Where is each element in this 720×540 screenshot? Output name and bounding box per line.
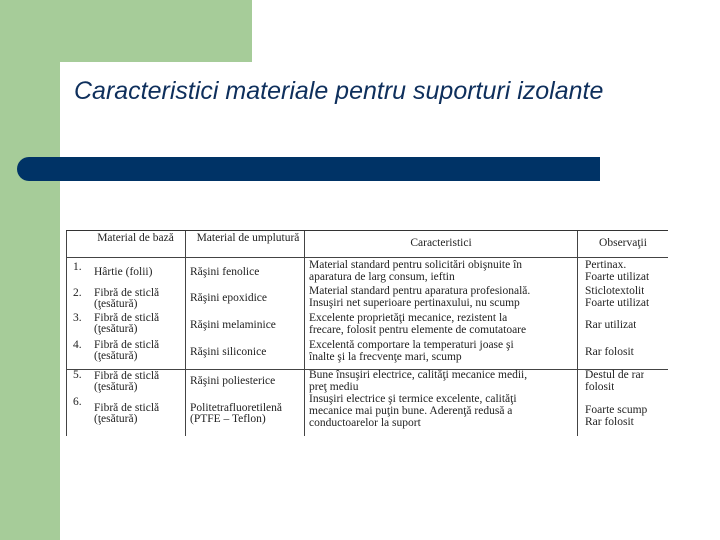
header-observatii — [578, 238, 668, 249]
green-top-band — [60, 0, 252, 62]
material-umplutura: Răşini epoxidice — [190, 293, 267, 304]
column-divider — [304, 231, 305, 436]
material-baza: Fibră de sticlă (ţesătură) — [94, 371, 160, 393]
caracteristici-line: Însuşiri net superioare pertinaxului, nu scump — [309, 298, 520, 309]
header-label: Material de umplutură — [196, 233, 300, 244]
header-material-baza — [88, 233, 183, 244]
row-number: 1. — [73, 262, 82, 273]
caracteristici-line: înalte şi la frecvenţe mari, scump — [309, 352, 462, 363]
material-baza: Fibră de sticlă (ţesătură) — [94, 313, 160, 335]
header-label: Material de bază — [97, 233, 174, 244]
title-divider-bar — [17, 157, 600, 181]
row-number: 2. — [73, 288, 82, 299]
materials-table — [66, 230, 668, 436]
observatii-line: folosit — [585, 382, 615, 393]
material-umplutura: Politetrafluoretilenă (PTFE – Teflon) — [190, 403, 282, 425]
observatii-line: Rar folosit — [585, 417, 634, 428]
observatii-line: Foarte utilizat — [585, 298, 650, 309]
caracteristici-line: Însuşiri electrice şi termice excelente, calităţi — [309, 394, 517, 405]
table-border-left — [66, 231, 67, 436]
observatii-line: Foarte utilizat — [585, 272, 650, 283]
row-number: 5. — [73, 370, 82, 381]
header-material-umplutura — [194, 233, 302, 244]
green-side-band — [0, 0, 60, 540]
material-umplutura: Răşini siliconice — [190, 347, 267, 358]
material-umplutura: Răşini poliesterice — [190, 376, 276, 387]
material-umplutura: Răşini melaminice — [190, 320, 276, 331]
observatii-line: Rar folosit — [585, 347, 634, 358]
observatii-line: Pertinax. — [585, 260, 627, 271]
caracteristici-line: Material standard pentru solicitări obişnuite în — [309, 260, 523, 271]
caracteristici-line: mecanice mai puţin bune. Aderenţă redusă a — [309, 406, 513, 417]
caracteristici-line: Bune însuşiri electrice, calităţi mecanice medii, — [309, 370, 528, 381]
row-number: 4. — [73, 340, 82, 351]
header-label: Caracteristici — [410, 238, 472, 249]
header-label: Observaţii — [599, 238, 647, 249]
caracteristici-line: Material standard pentru aparatura profesională. — [309, 286, 531, 297]
slide-title: Caracteristici materiale pentru suporturi izolante — [74, 77, 604, 105]
header-caracteristici — [306, 238, 576, 249]
caracteristici-line: aparatura de larg consum, ieftin — [309, 272, 455, 283]
caracteristici-line: preţ mediu — [309, 382, 359, 393]
header-divider — [66, 257, 668, 258]
caracteristici-line: Excelente proprietăţi mecanice, rezistent la — [309, 313, 508, 324]
row-number: 6. — [73, 397, 82, 408]
row-number: 3. — [73, 313, 82, 324]
material-baza: Fibră de sticlă (ţesătură) — [94, 340, 160, 362]
material-baza: Fibră de sticlă (ţesătură) — [94, 288, 160, 310]
caracteristici-line: frecare, folosit pentru elemente de comutatoare — [309, 325, 527, 336]
column-divider — [577, 231, 578, 436]
caracteristici-line: conductoarelor la suport — [309, 418, 421, 429]
observatii-line: Foarte scump — [585, 405, 648, 416]
caracteristici-line: Excelentă comportare la temperaturi joase şi — [309, 340, 514, 351]
material-umplutura: Răşini fenolice — [190, 267, 260, 278]
material-baza: Fibră de sticlă (ţesătură) — [94, 403, 160, 425]
observatii-line: Destul de rar — [585, 370, 645, 381]
observatii-line: Sticlotextolit — [585, 286, 645, 297]
material-baza: Hârtie (folii) — [94, 267, 153, 278]
observatii-line: Rar utilizat — [585, 320, 637, 331]
